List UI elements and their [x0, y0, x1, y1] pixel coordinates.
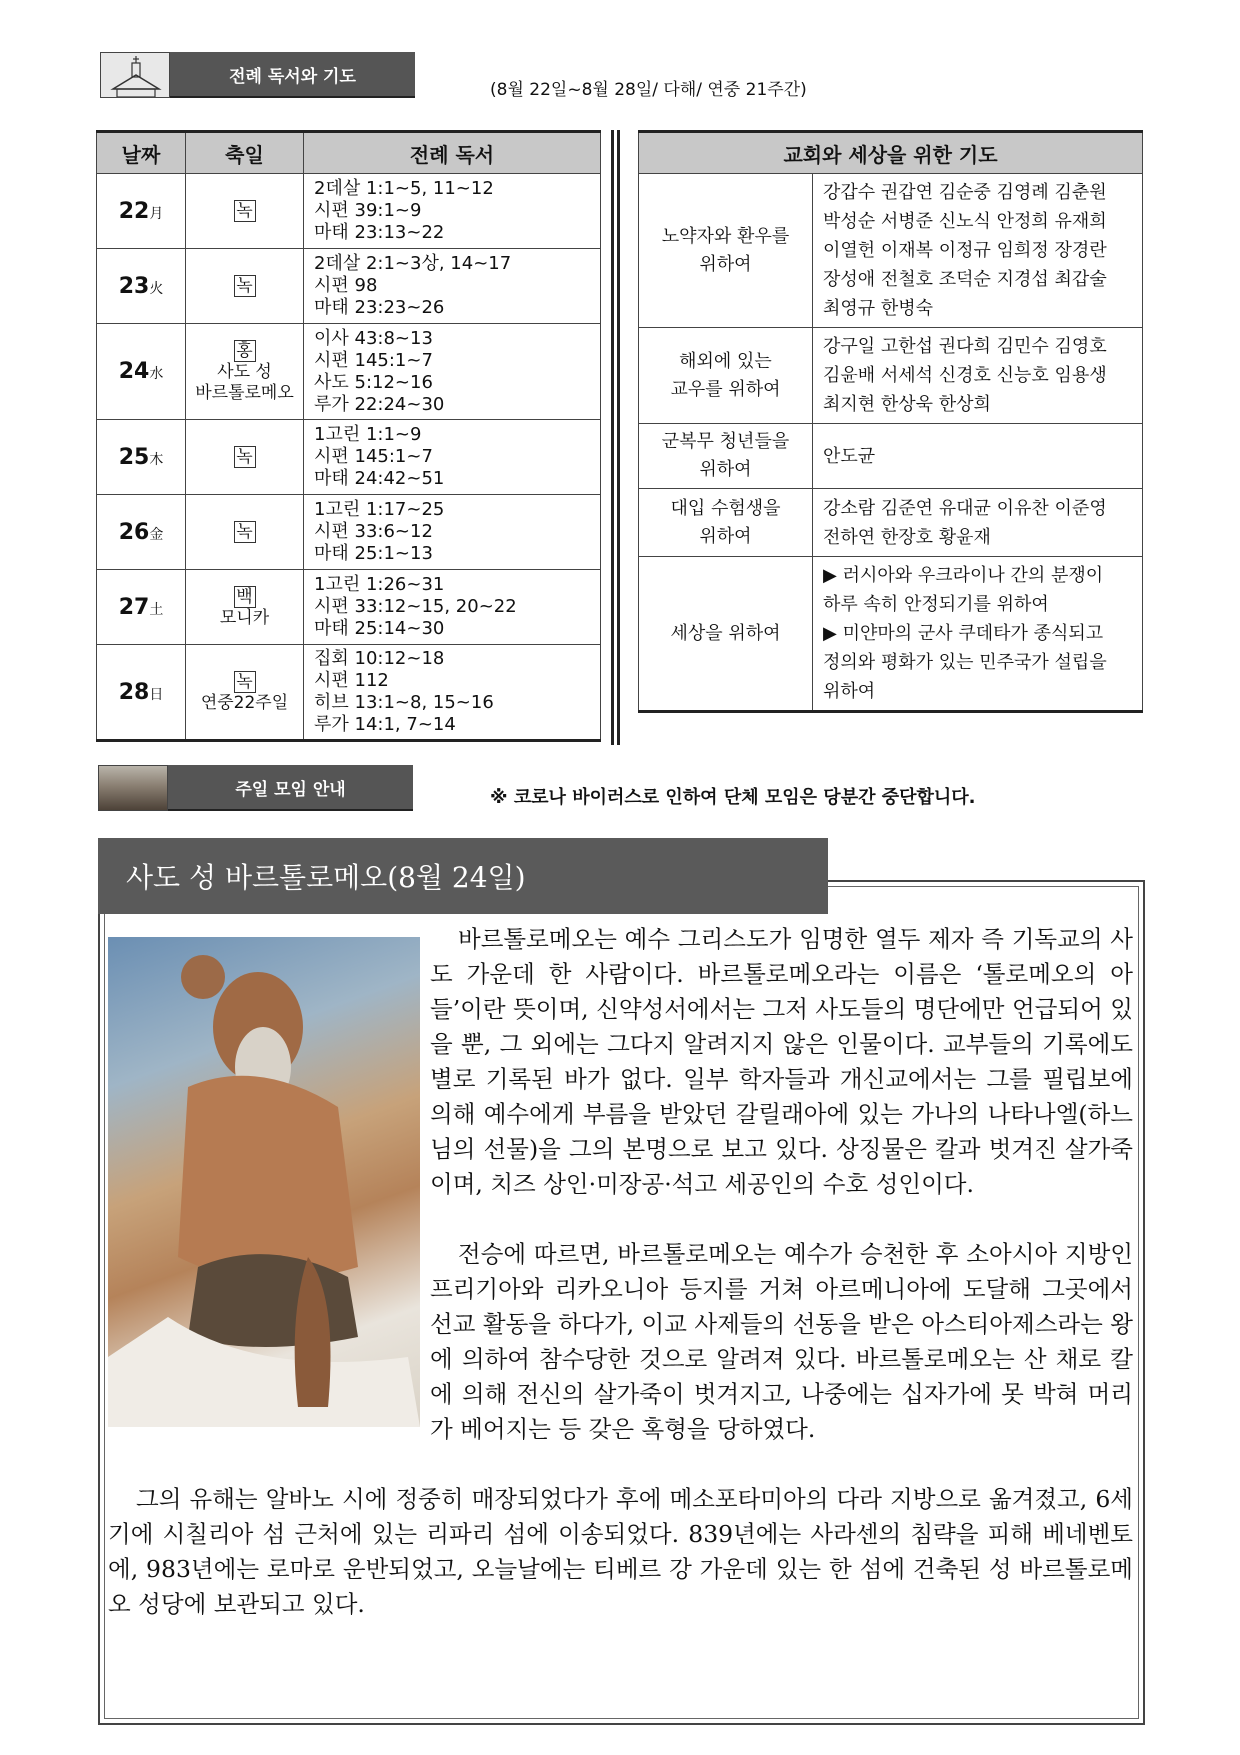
table-row [639, 424, 1143, 489]
day-number: 23 [118, 273, 150, 299]
names-line: 하루 속히 안정되기를 위하여 [823, 594, 1049, 615]
category-line: 세상을 위하여 [670, 622, 781, 644]
prayer-names [813, 489, 1143, 557]
section-title: 주일 모임 안내 [168, 765, 413, 811]
reading-line: 이사 43:8~13 [314, 327, 433, 349]
names-line: 박성순 서병준 신노식 안정희 유재희 [823, 211, 1107, 232]
feast-cell [186, 174, 304, 249]
reading-line: 시편 33:6~12 [314, 521, 433, 542]
reading-line: 시편 145:1~7 [314, 349, 433, 371]
category-line: 대입 수험생을 [670, 497, 781, 519]
names-line: 최지현 한상욱 한상희 [823, 394, 991, 415]
reading-line: 마태 25:14~30 [314, 618, 445, 639]
category-line: 교우를 위하여 [670, 378, 781, 400]
date-cell [97, 174, 186, 249]
color-mark: 홍 [234, 340, 256, 362]
prayer-names [813, 557, 1143, 712]
names-line: 강구일 고한섭 권다희 김민수 김영호 [823, 336, 1107, 357]
table-row [97, 495, 601, 570]
day-number: 26 [118, 519, 150, 545]
table-row [97, 420, 601, 495]
category-line: 위하여 [699, 253, 752, 275]
prayer-category [639, 328, 813, 424]
names-line: ▶ 미얀마의 군사 쿠데타가 종식되고 [823, 623, 1104, 644]
names-line: 최영규 한병숙 [823, 298, 934, 319]
names-line: ▶ 러시아와 우크라이나 간의 분쟁이 [823, 565, 1104, 586]
day-number: 27 [118, 594, 150, 620]
color-mark: 녹 [234, 275, 256, 297]
liturgy-table [96, 130, 601, 742]
feast-name: 바르톨로메오 [195, 382, 294, 403]
readings-cell [304, 324, 601, 420]
table-row [639, 174, 1143, 328]
section-banner-meeting [98, 765, 413, 811]
color-mark: 녹 [234, 521, 256, 543]
weekday: 金 [149, 526, 164, 543]
date-cell [97, 249, 186, 324]
reading-line: 루가 14:1, 7~14 [314, 714, 456, 735]
reading-line: 시편 145:1~7 [314, 446, 433, 467]
reading-line: 시편 39:1~9 [314, 200, 422, 221]
readings-cell [304, 645, 601, 741]
section-banner-liturgy [100, 52, 415, 98]
color-mark: 녹 [234, 200, 256, 222]
article-title: 사도 성 바르톨로메오(8월 24일) [98, 838, 828, 914]
header-feast: 축일 [186, 132, 304, 174]
readings-cell [304, 420, 601, 495]
table-row [97, 570, 601, 645]
header-date: 날짜 [97, 132, 186, 174]
color-mark: 백 [234, 586, 256, 608]
day-number: 28 [118, 679, 150, 705]
table-row [97, 174, 601, 249]
category-line: 군복무 청년들을 [661, 431, 790, 452]
prayer-names [813, 174, 1143, 328]
names-line: 이열헌 이재복 이정규 임희정 장경란 [823, 240, 1107, 261]
feast-name: 모니카 [219, 607, 270, 628]
reading-line: 집회 10:12~18 [314, 648, 445, 669]
date-cell [97, 324, 186, 420]
reading-line: 루가 22:24~30 [314, 393, 445, 415]
day-number: 22 [118, 198, 150, 224]
feast-cell [186, 645, 304, 741]
feast-name: 사도 성 [217, 361, 272, 382]
weekday: 土 [149, 601, 164, 618]
reading-line: 마태 25:1~13 [314, 543, 433, 564]
weekday: 月 [149, 205, 164, 222]
meeting-notice: ※ 코로나 바이러스로 인하여 단체 모임은 당분간 중단합니다. [490, 787, 976, 808]
table-row [97, 645, 601, 741]
prayer-category [639, 489, 813, 557]
table-row [97, 324, 601, 420]
readings-cell [304, 570, 601, 645]
header-readings: 전례 독서 [304, 132, 601, 174]
reading-line: 히브 13:1~8, 15~16 [314, 692, 494, 713]
names-line: 장성애 전철호 조덕순 지경섭 최갑술 [823, 269, 1107, 290]
reading-line: 시편 98 [314, 275, 378, 296]
date-cell [97, 645, 186, 741]
names-line: 김윤배 서세석 신경호 신능호 임용생 [823, 365, 1107, 386]
color-mark: 녹 [234, 446, 256, 468]
reading-line: 1고린 1:26~31 [314, 574, 445, 595]
prayer-names [813, 424, 1143, 489]
weekday: 日 [149, 686, 164, 703]
prayer-category [639, 557, 813, 712]
readings-cell [304, 249, 601, 324]
feast-cell [186, 495, 304, 570]
divider-line [617, 130, 620, 745]
prayer-category [639, 174, 813, 328]
section-title: 전례 독서와 기도 [170, 52, 415, 98]
names-line: 강소람 김준연 유대균 이유찬 이준영 [823, 497, 1107, 519]
reading-line: 시편 112 [314, 670, 389, 691]
category-line: 해외에 있는 [679, 350, 772, 372]
church-image [100, 52, 170, 98]
color-mark: 녹 [234, 671, 256, 693]
reading-line: 사도 5:12~16 [314, 371, 433, 393]
prayer-table [638, 130, 1143, 713]
article-body [108, 922, 1133, 1657]
divider-line [611, 130, 614, 745]
table-row [639, 328, 1143, 424]
article-paragraph: 전승에 따르면, 바르톨로메오는 예수가 승천한 후 소아시아 지방인 프리기아와 리카오니아 등지를 거쳐 아르메니아에 도달해 그곳에서 선교 활동을 하다가, 이교 사제들의 선동을 받은 아스티아제스라는 왕에 의하여 참수당한 것으로 알려져 있다. 바르톨로메오는 산 채로 칼에 의해 전신의 살가죽이 벗겨지고, 나중에는 십자가에 못 박혀 머리가 베어지는 등 갖은 혹형을 당하였다. [430, 1240, 1133, 1443]
prayer-category [639, 424, 813, 489]
date-cell [97, 420, 186, 495]
day-number: 25 [118, 444, 150, 470]
names-line: 안도균 [823, 445, 876, 467]
week-subtitle: (8월 22일~8월 28일/ 다해/ 연중 21주간) [490, 80, 807, 100]
reading-line: 시편 33:12~15, 20~22 [314, 596, 517, 617]
table-row [639, 557, 1143, 712]
names-line: 전하연 한장호 황윤재 [823, 526, 991, 548]
day-number: 24 [118, 359, 150, 384]
feast-cell [186, 324, 304, 420]
reading-line: 1고린 1:1~9 [314, 424, 422, 445]
prayer-names [813, 328, 1143, 424]
feast-cell [186, 570, 304, 645]
names-line: 강갑수 권갑연 김순중 김영례 김춘원 [823, 182, 1107, 203]
readings-cell [304, 495, 601, 570]
meeting-photo [98, 765, 168, 811]
reading-line: 1고린 1:17~25 [314, 499, 445, 520]
article-paragraph: 바르톨로메오는 예수 그리스도가 임명한 열두 제자 즉 기독교의 사도 가운데 한 사람이다. 바르톨로메오라는 이름은 ‘톨로메오의 아들’이란 뜻이며, 신약성서에서는 그저 사도들의 명단에만 언급되어 있을 뿐, 그 외에는 그다지 알려지지 않은 인물이다. 교부들의 기록에도 별로 기록된 바가 없다. 일부 학자들과 개신교에서는 그를 필립보에 의해 예수에게 부름을 받았던 갈릴래아에 있는 가나의 나타나엘(하느님의 선물)을 그의 본명으로 보고 있다. 상징물은 칼과 벗겨진 살가죽이며, 치즈 상인·미장공·석고 세공인의 수호 성인이다. [430, 925, 1133, 1198]
category-line: 위하여 [699, 525, 752, 547]
weekday: 火 [149, 280, 164, 297]
feast-name: 연중22주일 [200, 692, 289, 713]
feast-cell [186, 249, 304, 324]
weekday: 木 [149, 451, 164, 468]
category-line: 노약자와 환우를 [661, 225, 790, 247]
prayer-header: 교회와 세상을 위한 기도 [639, 132, 1143, 174]
date-cell [97, 570, 186, 645]
reading-line: 마태 23:23~26 [314, 297, 445, 318]
date-cell [97, 495, 186, 570]
reading-line: 마태 24:42~51 [314, 468, 445, 489]
reading-line: 2데살 1:1~5, 11~12 [314, 178, 494, 199]
table-row [639, 489, 1143, 557]
weekday: 水 [149, 366, 164, 382]
article-paragraph: 그의 유해는 알바노 시에 정중히 매장되었다가 후에 메소포타미아의 다라 지방으로 옮겨졌고, 6세기에 시칠리아 섬 근처에 있는 리파리 섬에 이송되었다. 839년에는 사라센의 침략을 피해 베네벤토에, 983년에는 로마로 운반되었고, 오늘날에는 티베르 강 가운데 있는 한 섬에 건축된 성 바르톨로메오 성당에 보관되고 있다. [108, 1485, 1133, 1618]
names-line: 정의와 평화가 있는 민주국가 설립을 [823, 652, 1107, 673]
reading-line: 2데살 2:1~3상, 14~17 [314, 253, 512, 274]
table-row [97, 249, 601, 324]
names-line: 위하여 [823, 681, 876, 702]
feast-cell [186, 420, 304, 495]
readings-cell [304, 174, 601, 249]
category-line: 위하여 [699, 459, 752, 480]
reading-line: 마태 23:13~22 [314, 222, 445, 243]
